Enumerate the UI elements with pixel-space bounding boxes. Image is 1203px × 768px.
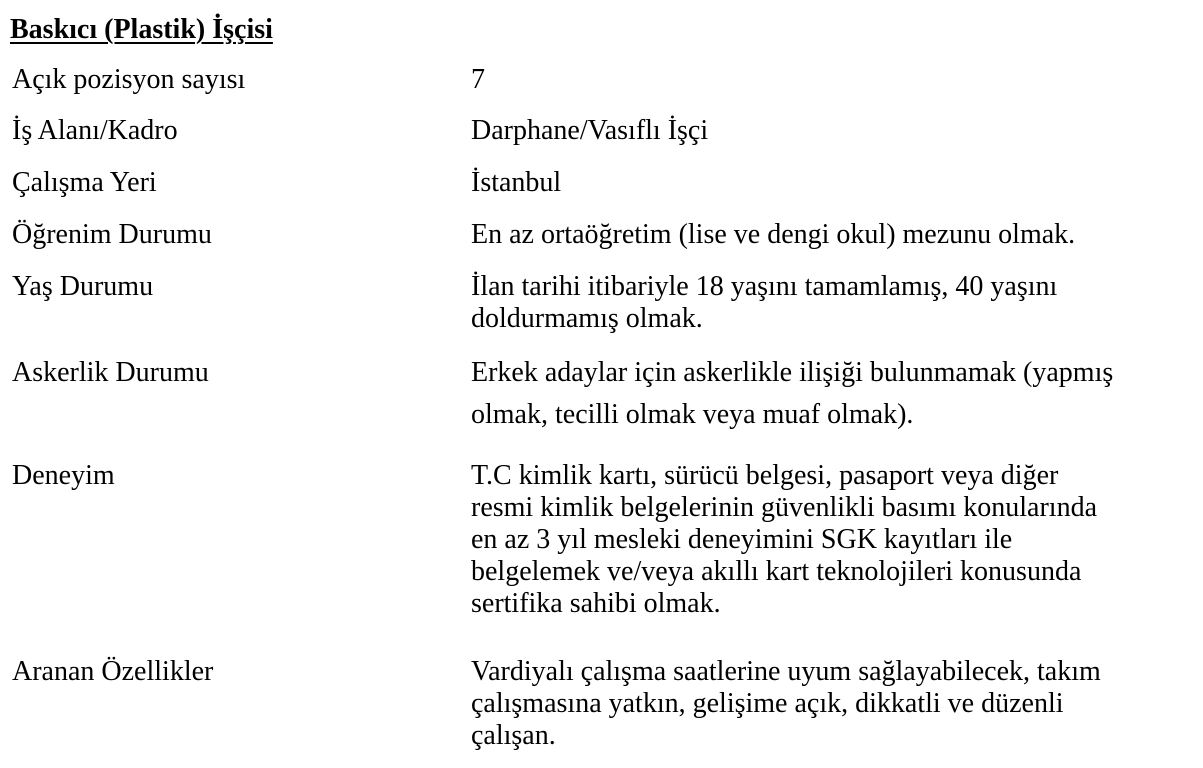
value-line: İstanbul [471, 167, 562, 198]
value-line: En az ortaöğretim (lise ve dengi okul) mezunu olmak. [471, 219, 1076, 250]
row-label-experience: Deneyim [12, 460, 115, 491]
row-label-open-positions: Açık pozisyon sayısı [12, 64, 246, 95]
row-label-education: Öğrenim Durumu [12, 219, 212, 250]
value-line: en az 3 yıl mesleki deneyimini SGK kayıtları ile [471, 524, 1013, 555]
value-line: çalışan. [471, 720, 556, 751]
row-value-open-positions [471, 64, 1201, 96]
value-line: çalışmasına yatkın, gelişime açık, dikkatli ve düzenli [471, 688, 1064, 719]
value-line: Erkek adaylar için askerlikle ilişiği bulunmamak (yapmış [471, 357, 1114, 388]
row-value-military [471, 357, 1201, 431]
value-line: doldurmamış olmak. [471, 303, 703, 334]
row-label-desired-qualities: Aranan Özellikler [12, 656, 214, 687]
row-label-military: Askerlik Durumu [12, 357, 209, 388]
row-value-age [471, 271, 1201, 335]
value-line: İlan tarihi itibariyle 18 yaşını tamamlamış, 40 yaşını [471, 271, 1058, 302]
value-line: belgelemek ve/veya akıllı kart teknolojileri konusunda [471, 556, 1082, 587]
value-line: sertifika sahibi olmak. [471, 588, 721, 619]
value-line: Vardiyalı çalışma saatlerine uyum sağlayabilecek, takım [471, 656, 1101, 687]
row-value-education [471, 219, 1201, 251]
row-value-work-location [471, 167, 1201, 199]
row-value-experience [471, 460, 1201, 620]
document-title: Baskıcı (Plastik) İşçisi [10, 14, 273, 45]
value-line: T.C kimlik kartı, sürücü belgesi, pasaport veya diğer [471, 460, 1059, 491]
value-line: olmak, tecilli olmak veya muaf olmak). [471, 399, 914, 430]
value-line: resmi kimlik belgelerinin güvenlikli basımı konularında [471, 492, 1097, 523]
value-line: 7 [471, 64, 485, 95]
row-label-age: Yaş Durumu [12, 271, 154, 302]
row-label-work-area: İş Alanı/Kadro [12, 115, 178, 146]
row-value-work-area [471, 115, 1201, 147]
row-label-work-location: Çalışma Yeri [12, 167, 157, 198]
value-line: Darphane/Vasıflı İşçi [471, 115, 709, 146]
row-value-desired-qualities [471, 656, 1201, 752]
